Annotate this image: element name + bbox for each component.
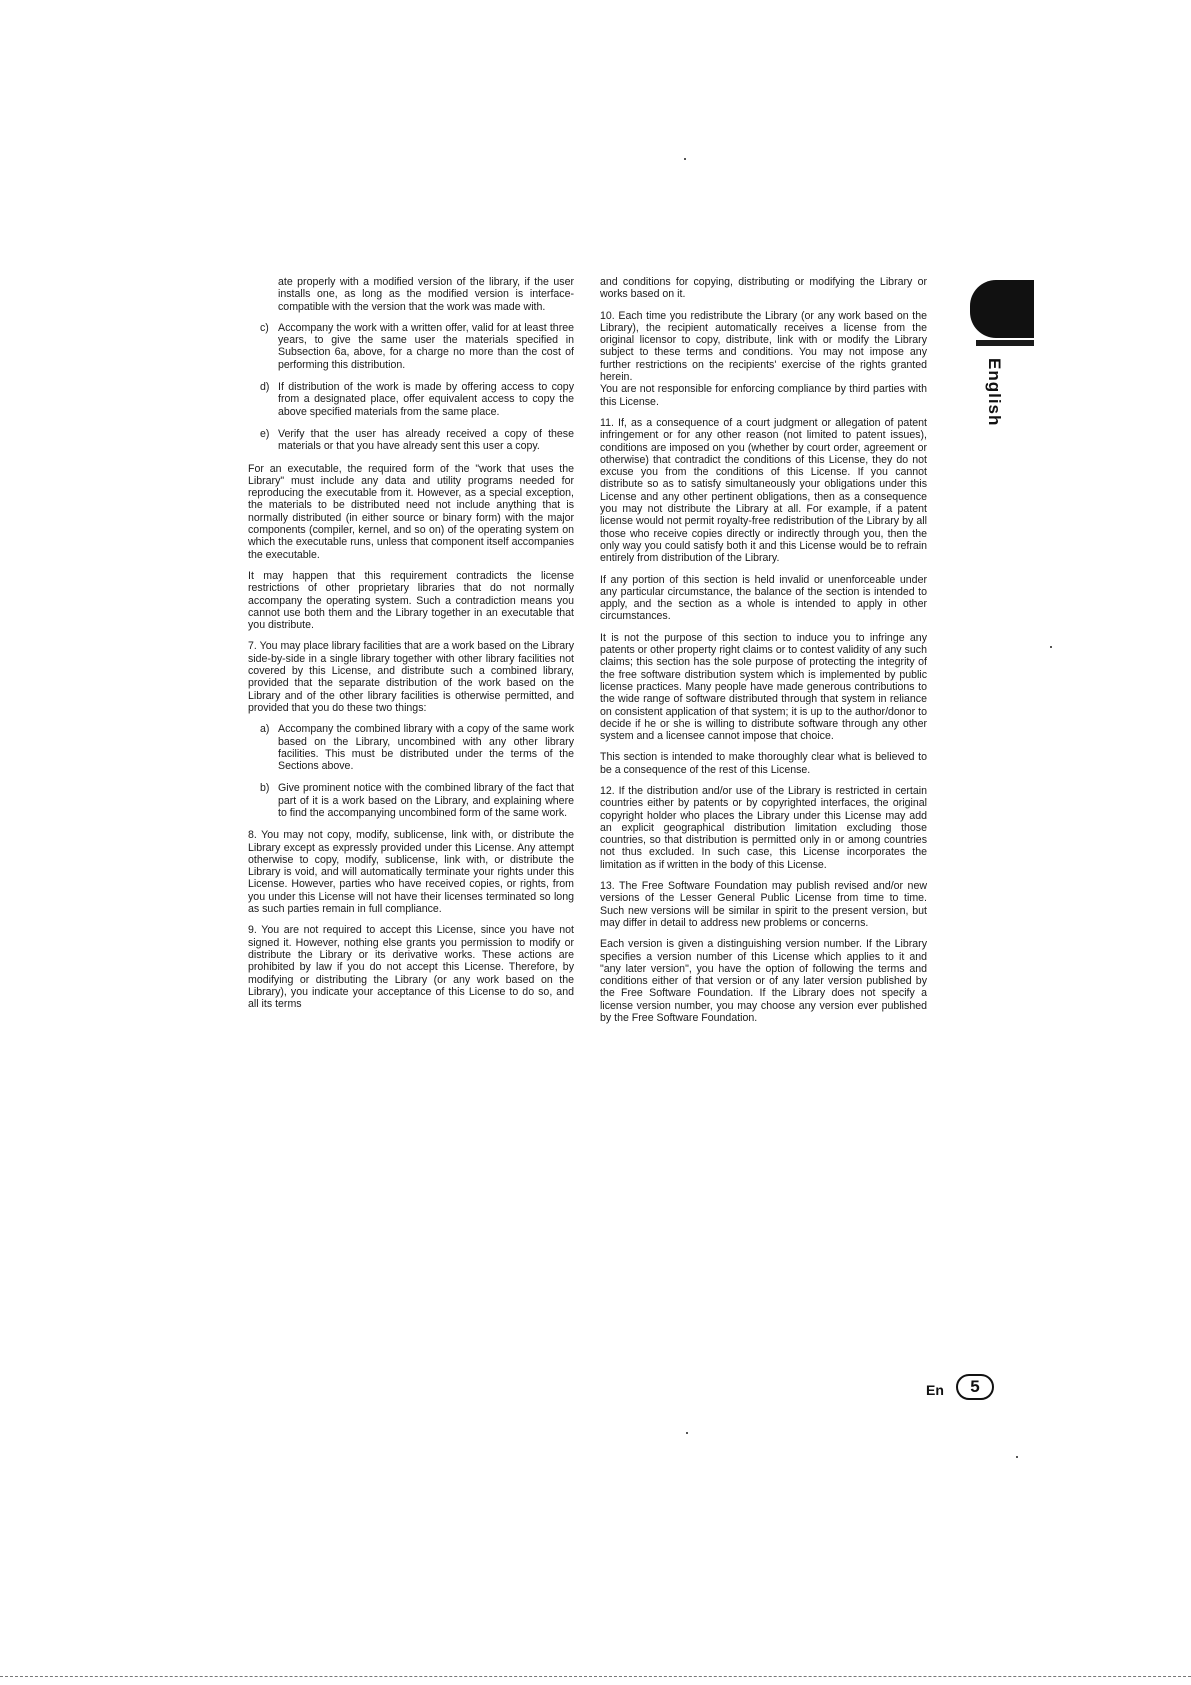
paragraph-contradiction: It may happen that this requirement contradicts the license restrictions of other proprietary libraries that do not normally accompany the operating system. Such a contradiction means you cannot use both them and the Library together in an executable that you distribute. [248, 569, 574, 632]
list-item-a [260, 723, 574, 772]
paragraph-section-10-b: You are not responsible for enforcing compliance by third parties with this License. [600, 383, 927, 408]
language-tab-marker [970, 280, 1034, 338]
paragraph-section-11-d: This section is intended to make thoroughly clear what is believed to be a consequence of the rest of this License. [600, 751, 927, 776]
paragraph-section-7: 7. You may place library facilities that are a work based on the Library side-by-side in a single library together with other library facilities not covered by this License, and distribute such a combined library, provided that the separate distribution of the work based on the Library and of the other library facilities is otherwise permitted, and provided that you do these two things: [248, 640, 574, 714]
list-item-text: Accompany the combined library with a copy of the same work based on the Library, uncombined with any other library facilities. This must be distributed under the terms of the Sections above. [278, 723, 574, 773]
list-item-text: Verify that the user has already received a copy of these materials or that you have already sent this user a copy. [278, 427, 574, 453]
paragraph-section-13: 13. The Free Software Foundation may publish revised and/or new versions of the Lesser General Public License from time to time. Such new versions will be similar in spirit to the present version, but may differ in detail to address new problems or concerns. [600, 880, 927, 929]
page-number-badge [956, 1374, 994, 1400]
paragraph-section-9: 9. You are not required to accept this License, since you have not signed it. However, nothing else grants you permission to modify or distribute the Library or its derivative works. These actions are prohibited by law if you do not accept this License. Therefore, by modifying or distributing the Library (or any work based on the Library), you indicate your acceptance of this License to do so, and all its terms [248, 924, 574, 1011]
page-number: 5 [970, 1377, 980, 1396]
footer-language-code: En [926, 1382, 944, 1398]
list-item-label: b) [260, 782, 270, 795]
list-item-e [260, 428, 574, 453]
list-item-label: e) [260, 427, 270, 440]
language-tab-label: English [985, 358, 1004, 427]
paragraph-section-11-c: It is not the purpose of this section to induce you to infringe any patents or other property right claims or to contest validity of any such claims; this section has the sole purpose of protecting the integrity of the free software distribution system which is implemented by public license practices. Many people have made generous contributions to the wide range of software distributed through that system in reliance on consistent application of that system; it is up to the author/donor to decide if he or she is willing to distribute software through any other system and a licensee cannot impose that choice. [600, 631, 927, 743]
list-item-label: c) [260, 321, 269, 334]
list-item-label: d) [260, 381, 270, 394]
paragraph-executable: For an executable, the required form of the "work that uses the Library" must include any data and utility programs needed for reproducing the executable from it. However, as a special exception, the materials to be distributed need not include anything that is normally distributed (in either source or binary form) with the major components (compiler, kernel, and so on) of the operating system on which the executable runs, unless that component itself accompanies the executable. [248, 462, 574, 561]
left-column [248, 276, 574, 1019]
list-item-text: Give prominent notice with the combined library of the fact that part of it is a work based on the Library, and explaining where to find the accompanying uncombined form of the same work. [278, 782, 574, 819]
paragraph-section-12: 12. If the distribution and/or use of the Library is restricted in certain countries either by patents or by copyrighted interfaces, the original copyright holder who places the Library under this License may add an explicit geographical distribution limitation excluding those countries, so that distribution is permitted only in or among countries not thus excluded. In such case, this License incorporates the limitation as if written in the body of this License. [600, 784, 927, 871]
paragraph-continuation: ate properly with a modified version of the library, if the user installs one, as long as the modified version is interface-compatible with the version that the work was made with. [278, 276, 574, 313]
scan-edge-line [0, 1676, 1191, 1677]
list-item-text: Accompany the work with a written offer, valid for at least three years, to give the same user the materials specified in Subsection 6a, above, for a charge no more than the cost of performing this distribution. [278, 321, 574, 371]
language-tab-underline [976, 340, 1034, 346]
paragraph-section-11: 11. If, as a consequence of a court judgment or allegation of patent infringement or for any other reason (not limited to patent issues), conditions are imposed on you (whether by court order, agreement or otherwise) that contradict the conditions of this License, they do not excuse you from the conditions of this License. If you cannot distribute so as to satisfy simultaneously your obligations under this License and any other pertinent obligations, then as a consequence you may not distribute the Library at all. For example, if a patent license would not permit royalty-free redistribution of the Library by all those who receive copies directly or indirectly through you, then the only way you could satisfy both it and this License would be to refrain entirely from distribution of the Library. [600, 416, 927, 565]
paragraph-section-11-b: If any portion of this section is held invalid or unenforceable under any particular circumstance, the balance of the section is intended to apply, and the section as a whole is intended to apply in other circumstances. [600, 573, 927, 623]
paragraph-section-10: 10. Each time you redistribute the Library (or any work based on the Library), the recipient automatically receives a license from the original licensor to copy, distribute, link with or modify the Library subject to these terms and conditions. You may not impose any further restrictions on the recipients' exercise of the rights granted herein. [600, 309, 927, 384]
list-item-c [260, 322, 574, 371]
list-item-label: a) [260, 723, 270, 736]
paragraph-section-9-continued: and conditions for copying, distributing or modifying the Library or works based on it. [600, 276, 927, 301]
scan-speck [1016, 1456, 1018, 1458]
list-item-d [260, 381, 574, 418]
scan-speck [684, 158, 686, 160]
paragraph-section-13-b: Each version is given a distinguishing version number. If the Library specifies a version number of this License which applies to it and "any later version", you have the option of following the terms and conditions either of that version or of any later version published by the Free Software Foundation. If the Library does not specify a license version number, you may choose any version ever published by the Free Software Foundation. [600, 938, 927, 1025]
scan-speck [1050, 646, 1052, 648]
paragraph-section-8: 8. You may not copy, modify, sublicense, link with, or distribute the Library except as expressly provided under this License. Any attempt otherwise to copy, modify, sublicense, link with, or distribute the Library is void, and will automatically terminate your rights under this License. However, parties who have received copies, or rights, from you under this License will not have their licenses terminated so long as such parties remain in full compliance. [248, 829, 574, 916]
list-item-b [260, 782, 574, 819]
right-column [600, 276, 927, 1033]
scan-speck [686, 1432, 688, 1434]
list-item-text: If distribution of the work is made by offering access to copy from a designated place, offer equivalent access to copy the above specified materials from the same place. [278, 381, 574, 418]
